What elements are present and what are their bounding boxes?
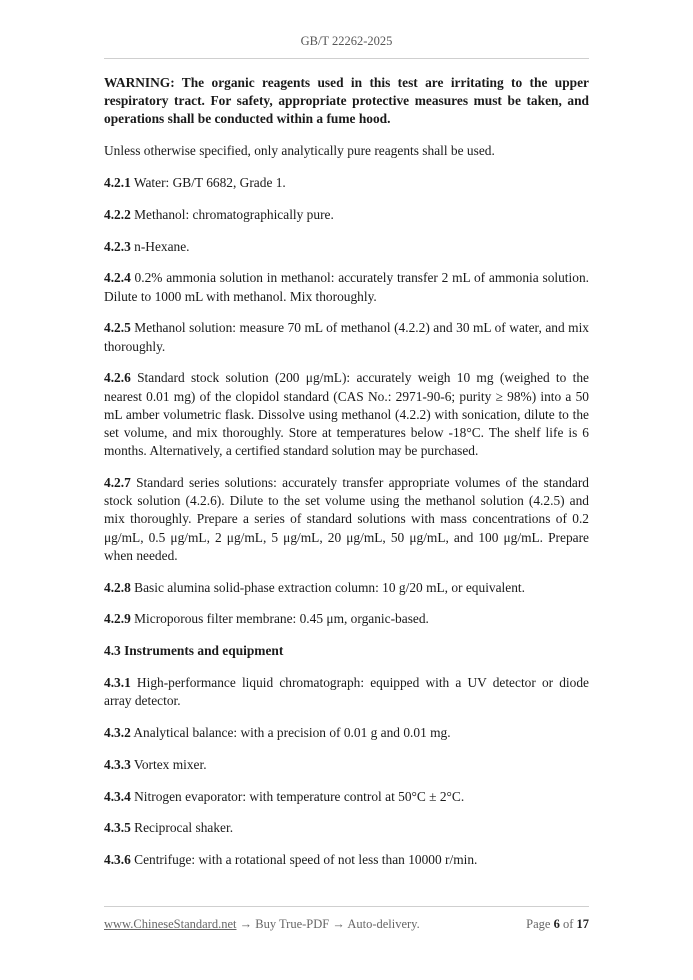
clause-text: Methanol: chromatographically pure. [134, 206, 334, 222]
clause-4-3-6 [104, 851, 589, 869]
clause-4-2-7 [104, 474, 589, 565]
clause-4-2-6 [104, 369, 589, 460]
page-total: 17 [576, 917, 589, 931]
page-body [104, 74, 589, 883]
clause-4-2-1 [104, 174, 589, 192]
clause-4-3-5 [104, 819, 589, 837]
clause-text: Water: GB/T 6682, Grade 1. [133, 175, 286, 190]
clause-text: Analytical balance: with a precision of 0.01 g and 0.01 mg. [133, 725, 451, 740]
clause-text: High-performance liquid chromatograph: equipped with a UV detector or diode array detector. [104, 675, 589, 709]
clause-4-3-4 [104, 788, 589, 806]
clause-4-2-9 [104, 610, 589, 628]
clause-number: 4.2.5 [104, 320, 131, 336]
clause-number: 4.3.6 [104, 852, 131, 868]
clause-number: 4.3.3 [104, 756, 131, 772]
clause-text: Reciprocal shaker. [134, 820, 234, 836]
site-link[interactable]: www.ChineseStandard.net [104, 917, 237, 931]
clause-text: 0.2% ammonia solution in methanol: accurately transfer 2 mL of ammonia solution. Dilute to 1000 mL with methanol. Mix thoroughly. [104, 270, 589, 304]
clause-number: 4.2.8 [104, 579, 131, 595]
clause-4-2-3 [104, 238, 589, 256]
clause-number: 4.2.6 [104, 370, 131, 386]
arrow-right-icon: → [332, 917, 345, 931]
clause-number: 4.2.9 [104, 611, 131, 627]
clause-text: Microporous filter membrane: 0.45 μm, organic-based. [134, 611, 429, 627]
clause-text: Methanol solution: measure 70 mL of methanol (4.2.2) and 30 mL of water, and mix thoroughly. [104, 320, 589, 354]
clause-4-2-4 [104, 269, 589, 305]
buy-pdf-link[interactable]: Buy True-PDF [255, 917, 330, 931]
page-number [526, 917, 589, 932]
clause-text: Vortex mixer. [133, 756, 207, 772]
page-current: 6 [553, 917, 560, 931]
clause-4-3-1 [104, 674, 589, 710]
clause-4-2-5 [104, 319, 589, 355]
intro-paragraph: Unless otherwise specified, only analytically pure reagents shall be used. [104, 143, 495, 159]
clause-number: 4.3.1 [104, 675, 131, 690]
clause-number: 4.2.3 [104, 238, 131, 254]
footer-promo [104, 917, 420, 932]
clause-number: 4.2.7 [104, 475, 131, 490]
footer-divider [104, 906, 589, 907]
clause-4-3-2 [104, 724, 589, 742]
document-code-header: GB/T 22262-2025 [300, 34, 393, 48]
clause-number: 4.2.1 [104, 175, 131, 190]
clause-number: 4.2.4 [104, 270, 131, 286]
clause-text: Standard stock solution (200 μg/mL): accurately weigh 10 mg (weighed to the nearest 0.01 mg) of the clopidol standard (CAS No.: 2971-90-6; purity ≥ 98%) into a 50 mL amber volumetric flask. Dissolve using methanol (4.2.2) with sonication, dilute to the set volume, and mix thoroughly. Store at temperatures below -18°C. The shelf life is 6 months. Alternatively, a certified standard solution may be purchased. [104, 370, 589, 459]
page-word: Page [526, 917, 551, 931]
clause-number: 4.2.2 [104, 206, 131, 222]
clause-text: n-Hexane. [134, 238, 190, 254]
section-heading-4-3: 4.3 Instruments and equipment [104, 643, 284, 659]
clause-text: Standard series solutions: accurately transfer appropriate volumes of the standard stock solution (4.2.6). Dilute to the set volume using the methanol solution (4.2.5) and mix thoroughly. Prepare a series of standard solutions with mass concentrations of 0.2 μg/mL, 0.5 μg/mL, 2 μg/mL, 5 μg/mL, 20 μg/mL, 50 μg/mL, and 100 μg/mL. Prepare when needed. [104, 475, 589, 563]
clause-4-2-8 [104, 579, 589, 597]
clause-4-3-3 [104, 756, 589, 774]
clause-number: 4.3.4 [104, 788, 131, 804]
clause-4-2-2 [104, 206, 589, 224]
page-of: of [562, 917, 574, 931]
arrow-right-icon: → [239, 917, 253, 931]
header-divider [104, 58, 589, 59]
clause-text: Basic alumina solid-phase extraction column: 10 g/20 mL, or equivalent. [134, 579, 525, 595]
clause-number: 4.3.5 [104, 820, 131, 836]
clause-text: Nitrogen evaporator: with temperature control at 50°C ± 2°C. [134, 788, 465, 804]
clause-text: Centrifuge: with a rotational speed of not less than 10000 r/min. [134, 852, 478, 868]
auto-delivery-text: Auto-delivery. [347, 917, 420, 931]
warning-paragraph: WARNING: The organic reagents used in this test are irritating to the upper respiratory tract. For safety, appropriate protective measures must be taken, and operations shall be conducted within a fume hood. [104, 75, 589, 127]
clause-number: 4.3.2 [104, 725, 131, 740]
